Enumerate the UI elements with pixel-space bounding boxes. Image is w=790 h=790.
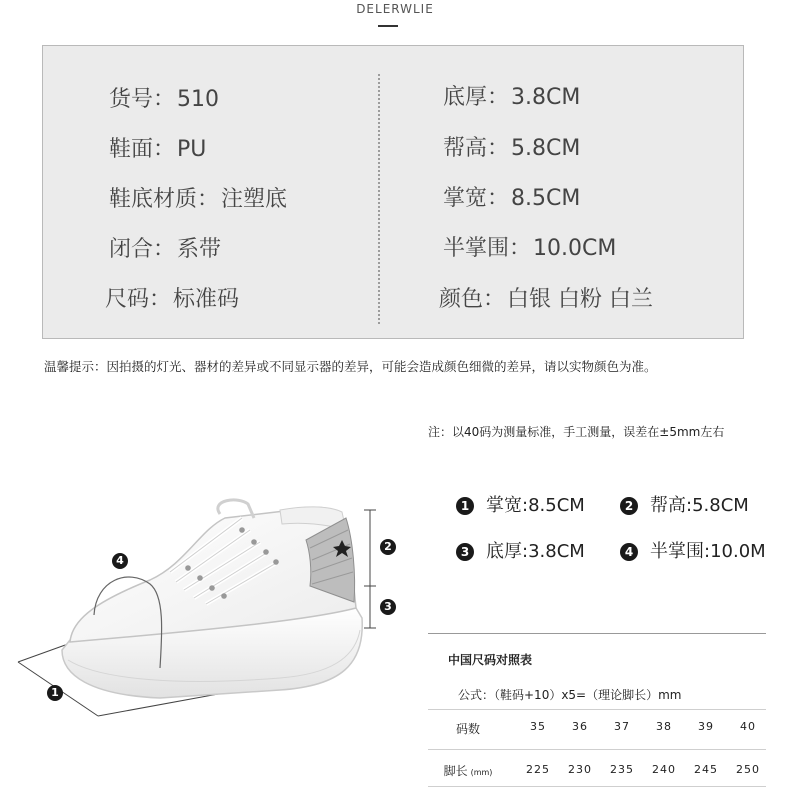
spec-value: 系带 <box>177 237 222 262</box>
size-cell: 40 <box>740 720 756 733</box>
size-row-label-text: 码数 <box>455 722 480 736</box>
size-formula: 公式：（鞋码+10）x5=（理论脚长）mm <box>458 688 682 702</box>
spec-label: 尺码： <box>105 287 172 312</box>
legend-sole-thickness <box>456 540 585 564</box>
spec-value: 3.8CM <box>511 85 581 110</box>
size-cell: 230 <box>568 763 592 776</box>
spec-item-sole-thickness <box>443 83 580 113</box>
size-cell: 39 <box>698 720 714 733</box>
legend-value: 3.8CM <box>528 541 585 562</box>
marker-3-icon: 3 <box>380 599 396 615</box>
size-row-unit: (mm) <box>470 768 493 777</box>
marker-2-icon: 2 <box>380 539 396 555</box>
spec-divider <box>378 74 380 324</box>
spec-value: 注塑底 <box>221 187 288 212</box>
number-1-icon: 1 <box>456 497 474 515</box>
marker-1-icon: 1 <box>47 685 63 701</box>
size-row-label-text: 脚长 <box>443 764 468 778</box>
legend-ball-width <box>456 494 585 518</box>
spec-item-sole-material <box>109 185 287 215</box>
spec-value: 8.5CM <box>511 186 581 211</box>
size-row-label <box>428 762 508 779</box>
size-divider <box>428 749 766 750</box>
size-divider <box>428 786 766 787</box>
legend-label: 底厚: <box>486 541 529 562</box>
spec-value: 10.0CM <box>533 236 617 261</box>
spec-label: 鞋底材质： <box>109 187 220 212</box>
spec-label: 闭合： <box>109 237 176 262</box>
legend-label: 半掌围: <box>650 541 711 562</box>
size-cell: 225 <box>526 763 550 776</box>
measure-note: 注：以40码为测量标准，手工测量，误差在±5mm左右 <box>428 425 725 439</box>
spec-value: 白银 白粉 白兰 <box>507 287 654 312</box>
spec-item-half-ball-girth <box>443 234 616 264</box>
size-chart-title: 中国尺码对照表 <box>448 653 533 667</box>
spec-item-ball-width <box>443 184 580 214</box>
size-cell: 38 <box>656 720 672 733</box>
legend-label: 帮高: <box>650 495 693 516</box>
legend-shaft-height <box>620 494 749 518</box>
number-4-icon: 4 <box>620 543 638 561</box>
size-cell: 37 <box>614 720 630 733</box>
spec-item-color <box>439 285 653 315</box>
spec-value: PU <box>177 137 207 162</box>
spec-value: 5.8CM <box>511 136 581 161</box>
spec-item-shaft-height <box>443 134 580 164</box>
spec-label: 底厚： <box>443 85 510 110</box>
size-cell: 245 <box>694 763 718 776</box>
size-divider <box>428 709 766 710</box>
legend-value: 5.8CM <box>692 495 749 516</box>
brand-name: DELERWLIE <box>356 2 434 16</box>
spec-label: 半掌围： <box>443 236 532 261</box>
size-cell: 240 <box>652 763 676 776</box>
spec-label: 颜色： <box>439 287 506 312</box>
color-notice: 温馨提示：因拍摄的灯光、器材的差异或不同显示器的差异，可能会造成颜色细微的差异，请以实物颜色为准。 <box>44 359 657 374</box>
spec-item-size <box>105 285 239 315</box>
spec-label: 货号： <box>109 87 176 112</box>
spec-item-item-number <box>109 85 219 115</box>
spec-value: 510 <box>177 87 220 112</box>
marker-4-icon: 4 <box>112 553 128 569</box>
spec-label: 帮高： <box>443 136 510 161</box>
spec-value: 标准码 <box>173 287 240 312</box>
spec-item-closure <box>109 235 221 265</box>
sneaker-icon <box>10 490 410 730</box>
spec-label: 掌宽： <box>443 186 510 211</box>
legend-value: 10.0M <box>710 541 766 562</box>
size-cell: 36 <box>572 720 588 733</box>
size-cell: 250 <box>736 763 760 776</box>
brand-underline <box>378 25 398 27</box>
legend-label: 掌宽: <box>486 495 529 516</box>
spec-label: 鞋面： <box>109 137 176 162</box>
legend-half-ball-girth <box>620 540 766 564</box>
spec-item-upper <box>109 135 206 165</box>
size-cell: 235 <box>610 763 634 776</box>
number-2-icon: 2 <box>620 497 638 515</box>
size-chart-top-divider <box>428 633 766 634</box>
legend-value: 8.5CM <box>528 495 585 516</box>
size-row-label <box>428 720 508 737</box>
size-cell: 35 <box>530 720 546 733</box>
spec-panel <box>42 45 744 339</box>
shoe-measurement-illustration <box>10 490 410 730</box>
number-3-icon: 3 <box>456 543 474 561</box>
